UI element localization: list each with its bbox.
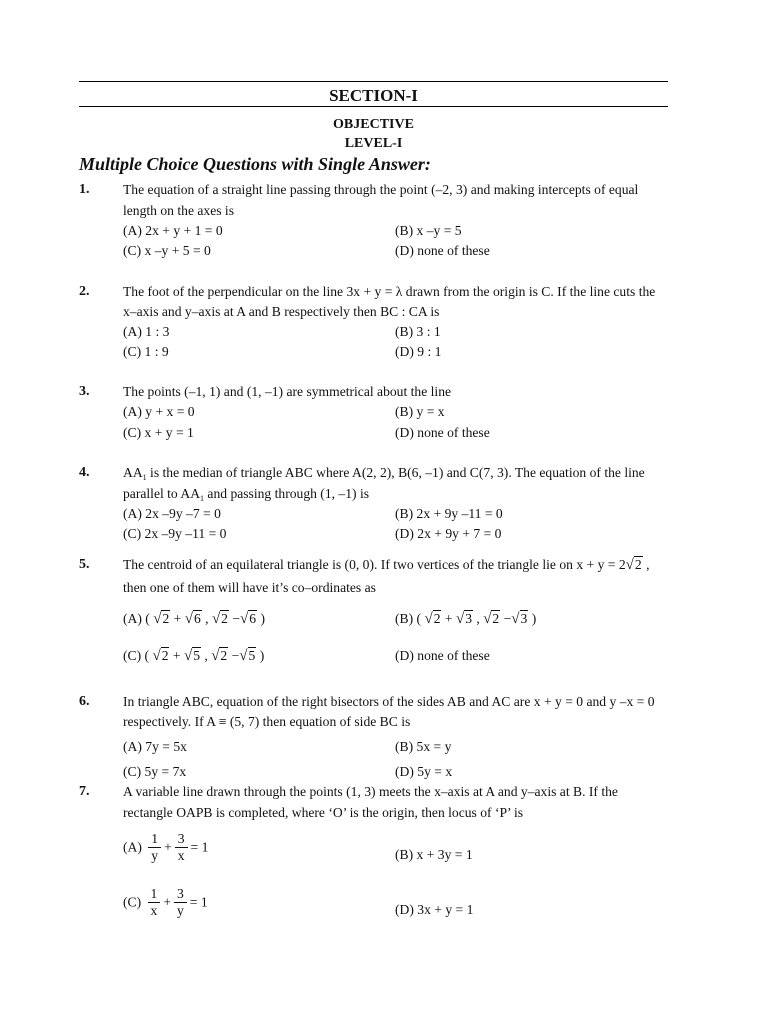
section-title: SECTION-I [329, 86, 418, 105]
question-1-number: 1. [79, 182, 90, 197]
question-6-option-b: (B) 5x = y [395, 739, 452, 754]
question-7-option-c: (C) $\frac{1}{x}$ + $\frac{3}{y}$ = 1 [123, 886, 208, 918]
question-6-option-a: (A) 7y = 5x [123, 739, 187, 754]
question-5-number: 5. [79, 557, 90, 572]
question-1-text-line1: The equation of a straight line passing through the point (–2, 3) and making intercepts of equal [123, 182, 639, 197]
question-4-text-line1: $AA_1$ is the median of triangle ABC where A(2, 2), B(6, –1) and C(7, 3). The equation of the line [123, 465, 645, 482]
question-1-text-line2: length on the axes is [123, 203, 234, 218]
question-6-option-c: (C) 5y = 7x [123, 764, 187, 779]
question-3-option-c: (C) x + y = 1 [123, 425, 194, 440]
question-1-option-c: (C) x –y + 5 = 0 [123, 243, 211, 258]
question-2-number: 2. [79, 284, 90, 299]
section-rule [79, 106, 668, 107]
question-4-option-b: (B) 2x + 9y –11 = 0 [395, 506, 503, 521]
question-7-text-line2: rectangle OAPB is completed, where ‘O’ is the origin, then locus of ‘P’ is [123, 805, 524, 820]
question-6-text-line1: In triangle ABC, equation of the right bisectors of the sides AB and AC are x + y = 0 and y –x = 0 [123, 694, 655, 709]
question-2-text-line2: x–axis and y–axis at A and B respectively then BC : CA is [123, 304, 440, 319]
question-3-number: 3. [79, 384, 90, 399]
question-7-option-a: (A) $\frac{1}{y}$ + $\frac{3}{x}$ = 1 [123, 831, 209, 863]
question-2-option-c: (C) 1 : 9 [123, 344, 169, 359]
question-4-option-a: (A) 2x –9y –7 = 0 [123, 506, 221, 521]
question-7-option-d: (D) 3x + y = 1 [395, 902, 474, 917]
question-5-option-c: (C) ( √2 + √5 , √2 −√5 ) [123, 648, 265, 664]
sqrt-symbol: √2 [625, 557, 642, 573]
question-1-option-d: (D) none of these [395, 243, 490, 258]
question-2-text-line1: The foot of the perpendicular on the line 3x + y = λ drawn from the origin is C. If the line cuts the [123, 284, 656, 299]
question-2-option-b: (B) 3 : 1 [395, 324, 441, 339]
question-5-option-a: (A) ( √2 + √6 , √2 −√6 ) [123, 611, 266, 627]
question-6-text-line2: respectively. If A ≡ (5, 7) then equation of side BC is [123, 714, 411, 729]
question-2-option-a: (A) 1 : 3 [123, 324, 170, 339]
objective-label: OBJECTIVE [333, 117, 414, 132]
question-5-text-line2: then one of them will have it’s co–ordinates as [123, 580, 376, 595]
question-1-option-b: (B) x –y = 5 [395, 223, 462, 238]
question-4-option-d: (D) 2x + 9y + 7 = 0 [395, 526, 502, 541]
question-3-text-line1: The points (–1, 1) and (1, –1) are symmetrical about the line [123, 384, 452, 399]
level-label: LEVEL-I [344, 136, 403, 151]
question-7-text-line1: A variable line drawn through the points (1, 3) meets the x–axis at A and y–axis at B. If the [123, 784, 618, 799]
question-3-option-a: (A) y + x = 0 [123, 404, 195, 419]
question-4-text-line2: parallel to $AA_1$ and passing through (1, –1) is [123, 486, 370, 503]
question-6-option-d: (D) 5y = x [395, 764, 453, 779]
question-2-option-d: (D) 9 : 1 [395, 344, 442, 359]
question-5-option-d: (D) none of these [395, 648, 490, 663]
top-rule [79, 81, 668, 82]
question-7-option-b: (B) x + 3y = 1 [395, 847, 473, 862]
question-3-option-d: (D) none of these [395, 425, 490, 440]
question-5-option-b: (B) ( √2 + √3 , √2 −√3 ) [395, 611, 537, 627]
question-3-option-b: (B) y = x [395, 404, 445, 419]
mcq-heading: Multiple Choice Questions with Single Answer: [79, 154, 431, 174]
question-7-number: 7. [79, 784, 90, 799]
question-5-text-line1: The centroid of an equilateral triangle is (0, 0). If two vertices of the triangle lie on x + y = 2√2 , [123, 557, 650, 573]
question-4-option-c: (C) 2x –9y –11 = 0 [123, 526, 227, 541]
question-4-number: 4. [79, 465, 90, 480]
question-1-option-a: (A) 2x + y + 1 = 0 [123, 223, 223, 238]
question-6-number: 6. [79, 694, 90, 709]
